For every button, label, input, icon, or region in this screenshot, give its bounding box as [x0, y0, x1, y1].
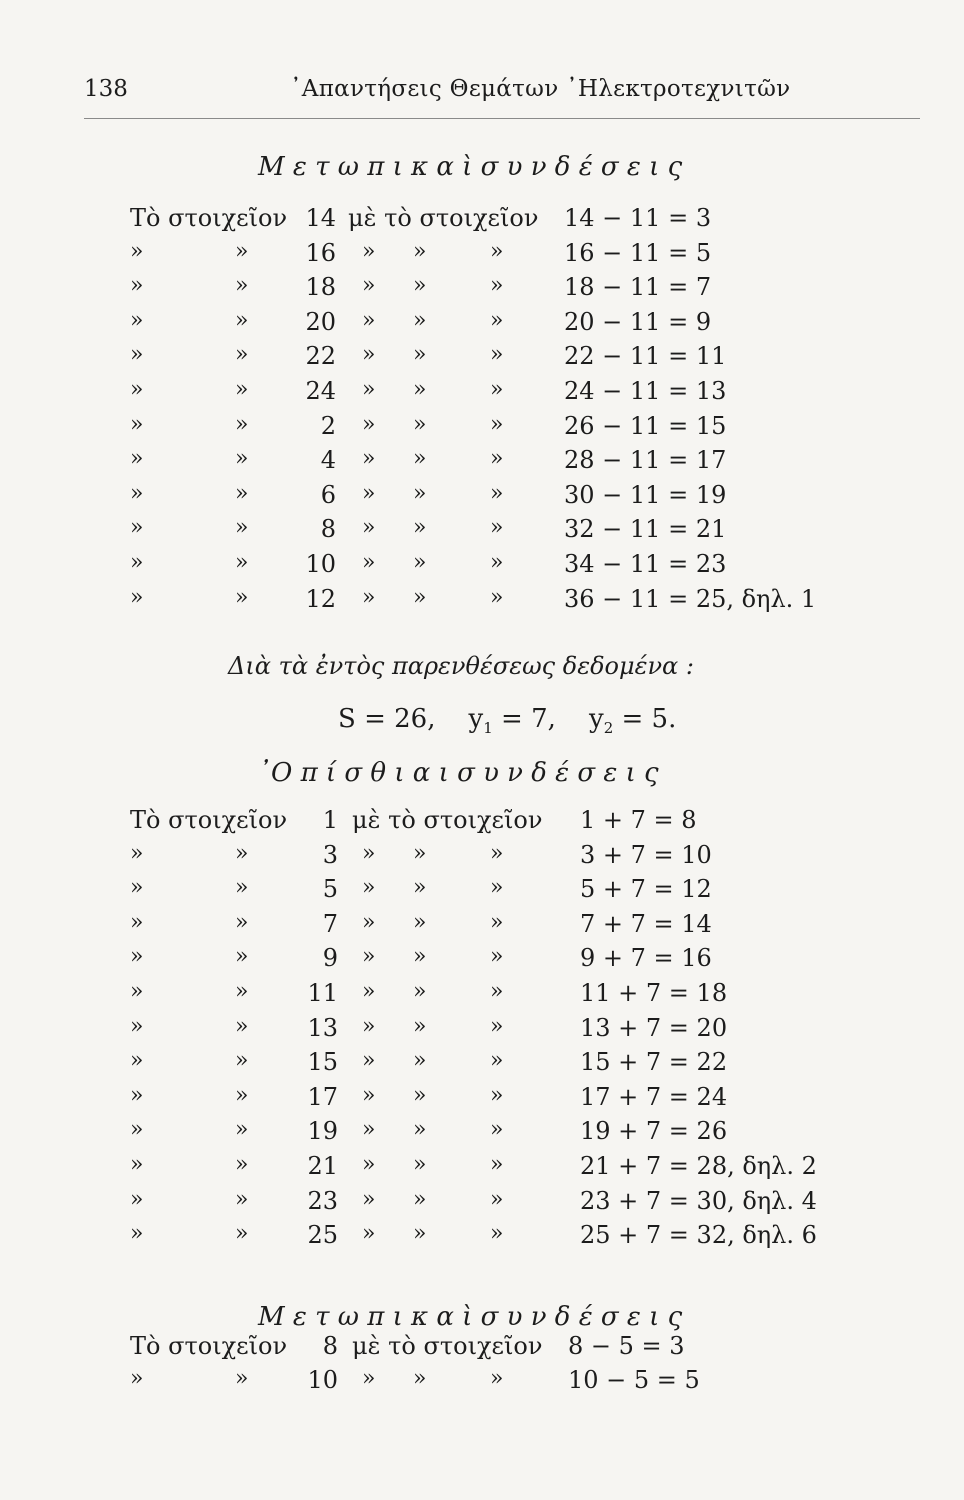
ditto-mark: » [235, 875, 249, 901]
result-expression: 22 − 11 = 11 [564, 342, 727, 371]
ditto-mark: » [413, 840, 427, 866]
ditto-mark: » [130, 307, 144, 333]
ditto-mark: » [413, 1117, 427, 1143]
result-expression: 7 + 7 = 14 [580, 909, 712, 938]
element-number: 14 [305, 204, 336, 232]
table-row [0, 806, 964, 840]
ditto-mark: » [130, 979, 144, 1004]
table-row [0, 1014, 964, 1048]
ditto-mark: » [413, 515, 427, 541]
section-heading-frontal-2: Μ ε τ ω π ι κ α ὶ σ υ ν δ έ σ ε ι ς [258, 1302, 683, 1332]
ditto-mark: » [490, 1366, 504, 1391]
element-number: 13 [307, 1013, 338, 1042]
result-expression: 34 − 11 = 23 [564, 550, 727, 578]
element-number: 7 [322, 909, 338, 938]
ditto-mark: » [130, 273, 144, 299]
ditto-mark: » [490, 1013, 504, 1039]
ditto-mark: » [362, 411, 376, 437]
element-number: 8 [320, 515, 336, 544]
ditto-mark: » [490, 875, 504, 901]
ditto-mark: » [413, 377, 427, 402]
param-y2: $y_2 = 5$. [588, 704, 677, 738]
table-row [0, 446, 964, 480]
ditto-mark: » [362, 1221, 376, 1247]
result-expression: 23 + 7 = 30, δηλ. 4 [580, 1186, 817, 1215]
ditto-mark: » [235, 1117, 249, 1143]
connector-label: μὲ τὸ στοιχεῖον [352, 1332, 543, 1360]
ditto-mark: » [362, 1152, 376, 1177]
ditto-mark: » [490, 1186, 504, 1212]
element-number: 24 [305, 377, 336, 405]
ditto-mark: » [413, 238, 427, 264]
ditto-mark: » [235, 944, 249, 970]
element-number: 4 [320, 446, 336, 475]
result-expression: 14 − 11 = 3 [564, 204, 712, 232]
ditto-mark: » [362, 480, 376, 506]
ditto-mark: » [235, 377, 249, 402]
ditto-mark: » [413, 1221, 427, 1247]
table-row [0, 1083, 964, 1117]
ditto-mark: » [413, 446, 427, 472]
result-expression: 26 − 11 = 15 [564, 411, 727, 440]
result-expression: 28 − 11 = 17 [564, 446, 727, 475]
ditto-mark: » [130, 1048, 144, 1074]
param-s: S = 26, [338, 704, 436, 734]
table-row [0, 273, 964, 307]
table-row [0, 1117, 964, 1151]
element-number: 8 [322, 1332, 338, 1360]
ditto-mark: » [130, 550, 144, 575]
result-expression: 3 + 7 = 10 [580, 840, 712, 869]
ditto-mark: » [235, 840, 249, 866]
ditto-mark: » [130, 1117, 144, 1143]
result-expression: 8 − 5 = 3 [568, 1332, 685, 1360]
table-row [0, 412, 964, 446]
element-number: 20 [305, 307, 336, 336]
ditto-mark: » [413, 1186, 427, 1212]
element-number: 5 [322, 875, 338, 904]
table-row [0, 910, 964, 944]
element-number: 16 [305, 238, 336, 267]
ditto-mark: » [130, 840, 144, 866]
ditto-mark: » [362, 979, 376, 1004]
param-y1: $y_1 = 7$, [468, 704, 556, 738]
table-row [0, 342, 964, 376]
ditto-mark: » [413, 875, 427, 901]
table-row [0, 979, 964, 1013]
ditto-mark: » [490, 446, 504, 472]
ditto-mark: » [490, 515, 504, 541]
element-number: 10 [307, 1366, 338, 1394]
ditto-mark: » [490, 342, 504, 368]
table-row [0, 239, 964, 273]
section-heading-frontal-1: Μ ε τ ω π ι κ α ὶ σ υ ν δ έ σ ε ι ς [258, 152, 683, 182]
result-expression: 16 − 11 = 5 [564, 238, 712, 267]
ditto-mark: » [490, 1082, 504, 1108]
ditto-mark: » [490, 840, 504, 866]
ditto-mark: » [490, 1152, 504, 1177]
ditto-mark: » [490, 1117, 504, 1143]
table-row [0, 944, 964, 978]
table-row [0, 841, 964, 875]
ditto-mark: » [130, 515, 144, 541]
element-number: 12 [305, 584, 336, 613]
ditto-mark: » [413, 1048, 427, 1074]
ditto-mark: » [235, 238, 249, 264]
header-rule [84, 118, 920, 119]
ditto-mark: » [130, 446, 144, 472]
result-expression: 20 − 11 = 9 [564, 307, 712, 336]
ditto-mark: » [413, 550, 427, 575]
ditto-mark: » [362, 584, 376, 610]
ditto-mark: » [235, 1013, 249, 1039]
element-number: 23 [307, 1186, 338, 1215]
ditto-mark: » [413, 909, 427, 935]
result-expression: 5 + 7 = 12 [580, 875, 712, 904]
ditto-mark: » [413, 1152, 427, 1177]
ditto-mark: » [362, 273, 376, 299]
ditto-mark: » [130, 480, 144, 506]
result-expression: 21 + 7 = 28, δηλ. 2 [580, 1152, 817, 1180]
ditto-mark: » [362, 238, 376, 264]
ditto-mark: » [490, 377, 504, 402]
element-number: 11 [307, 979, 338, 1007]
table-row [0, 550, 964, 584]
ditto-mark: » [130, 1186, 144, 1212]
ditto-mark: » [235, 979, 249, 1004]
result-expression: 19 + 7 = 26 [580, 1117, 728, 1146]
table-row [0, 308, 964, 342]
result-expression: 36 − 11 = 25, δηλ. 1 [564, 584, 817, 613]
running-title: ᾿Απαντήσεις Θεμάτων ᾿Ηλεκτροτεχνιτῶν [290, 76, 791, 102]
ditto-mark: » [362, 1117, 376, 1143]
ditto-mark: » [235, 909, 249, 935]
result-expression: 11 + 7 = 18 [580, 979, 728, 1007]
ditto-mark: » [490, 1048, 504, 1074]
element-number: 18 [305, 273, 336, 302]
ditto-mark: » [235, 411, 249, 437]
ditto-mark: » [130, 1082, 144, 1108]
element-number: 19 [307, 1117, 338, 1146]
element-number: 2 [320, 411, 336, 440]
ditto-mark: » [130, 342, 144, 368]
ditto-mark: » [413, 979, 427, 1004]
element-number: 6 [320, 480, 336, 509]
ditto-mark: » [130, 1366, 144, 1391]
ditto-mark: » [235, 1221, 249, 1247]
ditto-mark: » [235, 307, 249, 333]
table-row [0, 377, 964, 411]
ditto-mark: » [490, 550, 504, 575]
ditto-mark: » [490, 979, 504, 1004]
ditto-mark: » [130, 1013, 144, 1039]
element-number: 21 [307, 1152, 338, 1180]
ditto-mark: » [413, 273, 427, 299]
ditto-mark: » [362, 1082, 376, 1108]
connector-label: μὲ τὸ στοιχεῖον [348, 204, 539, 232]
page-number: 138 [84, 76, 128, 102]
ditto-mark: » [362, 875, 376, 901]
element-number: 25 [307, 1221, 338, 1250]
ditto-mark: » [490, 584, 504, 610]
element-label: Τὸ στοιχεῖον [130, 806, 288, 834]
ditto-mark: » [490, 307, 504, 333]
result-expression: 17 + 7 = 24 [580, 1082, 728, 1111]
ditto-mark: » [130, 875, 144, 901]
given-data-note: Διὰ τὰ ἐντὸς παρενθέσεως δεδομένα : [228, 652, 694, 680]
ditto-mark: » [362, 909, 376, 935]
ditto-mark: » [130, 944, 144, 970]
element-number: 1 [322, 806, 338, 834]
table-row [0, 515, 964, 549]
table-row [0, 585, 964, 619]
result-expression: 15 + 7 = 22 [580, 1048, 728, 1077]
ditto-mark: » [490, 1221, 504, 1247]
result-expression: 24 − 11 = 13 [564, 377, 727, 405]
ditto-mark: » [413, 944, 427, 970]
ditto-mark: » [362, 1013, 376, 1039]
table-row [0, 1366, 964, 1400]
table-row [0, 1187, 964, 1221]
result-expression: 10 − 5 = 5 [568, 1366, 700, 1394]
element-number: 3 [322, 840, 338, 869]
ditto-mark: » [130, 584, 144, 610]
result-expression: 9 + 7 = 16 [580, 944, 712, 973]
given-parameters [338, 704, 676, 737]
ditto-mark: » [130, 411, 144, 437]
element-number: 22 [305, 342, 336, 371]
ditto-mark: » [362, 377, 376, 402]
table-row [0, 1152, 964, 1186]
ditto-mark: » [490, 273, 504, 299]
result-expression: 1 + 7 = 8 [580, 806, 697, 834]
ditto-mark: » [490, 238, 504, 264]
section-heading-back: ᾿Ο π ί σ θ ι α ι σ υ ν δ έ σ ε ι ς [258, 758, 659, 788]
ditto-mark: » [235, 1152, 249, 1177]
ditto-mark: » [235, 1082, 249, 1108]
element-number: 9 [322, 944, 338, 973]
element-label: Τὸ στοιχεῖον [130, 1332, 288, 1360]
ditto-mark: » [130, 909, 144, 935]
ditto-mark: » [235, 342, 249, 368]
element-number: 17 [307, 1082, 338, 1111]
ditto-mark: » [235, 584, 249, 610]
ditto-mark: » [235, 480, 249, 506]
element-label: Τὸ στοιχεῖον [130, 204, 288, 232]
result-expression: 25 + 7 = 32, δηλ. 6 [580, 1221, 817, 1250]
table-row [0, 481, 964, 515]
ditto-mark: » [235, 515, 249, 541]
table-row [0, 1221, 964, 1255]
ditto-mark: » [413, 1366, 427, 1391]
ditto-mark: » [130, 1152, 144, 1177]
ditto-mark: » [235, 273, 249, 299]
ditto-mark: » [362, 515, 376, 541]
ditto-mark: » [362, 1048, 376, 1074]
ditto-mark: » [362, 342, 376, 368]
ditto-mark: » [413, 584, 427, 610]
ditto-mark: » [362, 1186, 376, 1212]
ditto-mark: » [362, 550, 376, 575]
connector-label: μὲ τὸ στοιχεῖον [352, 806, 543, 834]
result-expression: 13 + 7 = 20 [580, 1013, 728, 1042]
ditto-mark: » [490, 944, 504, 970]
ditto-mark: » [130, 1221, 144, 1247]
ditto-mark: » [130, 238, 144, 264]
ditto-mark: » [130, 377, 144, 402]
element-number: 15 [307, 1048, 338, 1077]
ditto-mark: » [413, 1013, 427, 1039]
ditto-mark: » [490, 411, 504, 437]
ditto-mark: » [413, 307, 427, 333]
result-expression: 30 − 11 = 19 [564, 480, 727, 509]
ditto-mark: » [413, 411, 427, 437]
table-row [0, 1048, 964, 1082]
result-expression: 18 − 11 = 7 [564, 273, 712, 302]
table-row [0, 875, 964, 909]
result-expression: 32 − 11 = 21 [564, 515, 727, 544]
ditto-mark: » [362, 307, 376, 333]
ditto-mark: » [362, 840, 376, 866]
ditto-mark: » [235, 1186, 249, 1212]
ditto-mark: » [413, 480, 427, 506]
ditto-mark: » [413, 1082, 427, 1108]
table-row [0, 204, 964, 238]
element-number: 10 [305, 550, 336, 578]
ditto-mark: » [362, 1366, 376, 1391]
ditto-mark: » [490, 909, 504, 935]
ditto-mark: » [235, 1048, 249, 1074]
ditto-mark: » [413, 342, 427, 368]
ditto-mark: » [235, 1366, 249, 1391]
ditto-mark: » [362, 446, 376, 472]
table-row [0, 1332, 964, 1366]
ditto-mark: » [235, 446, 249, 472]
ditto-mark: » [490, 480, 504, 506]
ditto-mark: » [362, 944, 376, 970]
ditto-mark: » [235, 550, 249, 575]
